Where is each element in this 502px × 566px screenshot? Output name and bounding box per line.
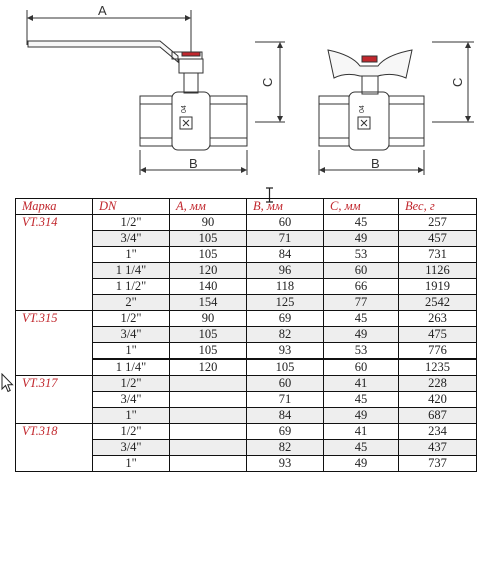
- b-cell: 71: [247, 231, 324, 247]
- c-cell: 45: [324, 311, 399, 327]
- a-cell: 120: [170, 359, 247, 376]
- weight-cell: 687: [399, 408, 477, 424]
- c-cell: 60: [324, 359, 399, 376]
- brand-cell: VT.315: [16, 311, 93, 376]
- dim-b-right-label: B: [371, 156, 380, 171]
- table-header-row: [16, 199, 477, 215]
- dn-cell: 1/2": [93, 311, 170, 327]
- c-cell: 49: [324, 456, 399, 472]
- dn-cell: 1/2": [93, 424, 170, 440]
- dn-cell: 1": [93, 343, 170, 360]
- dim-c-right-label: C: [450, 77, 465, 87]
- c-cell: 77: [324, 295, 399, 311]
- dim-a-label: A: [98, 3, 107, 18]
- c-cell: 60: [324, 263, 399, 279]
- table-row: [16, 424, 477, 440]
- dn-cell: 1": [93, 456, 170, 472]
- weight-cell: 731: [399, 247, 477, 263]
- b-cell: 125: [247, 295, 324, 311]
- butterfly-valve-drawing: [319, 42, 474, 175]
- table-row: [16, 311, 477, 327]
- c-cell: 66: [324, 279, 399, 295]
- c-cell: 41: [324, 376, 399, 392]
- dn-cell: 1": [93, 247, 170, 263]
- b-cell: 69: [247, 424, 324, 440]
- b-cell: 60: [247, 215, 324, 231]
- c-cell: 45: [324, 215, 399, 231]
- weight-cell: 228: [399, 376, 477, 392]
- a-cell: 105: [170, 247, 247, 263]
- c-cell: 45: [324, 392, 399, 408]
- header-c: С, мм: [324, 199, 399, 215]
- weight-cell: 1235: [399, 359, 477, 376]
- b-cell: 82: [247, 327, 324, 343]
- header-a: А, мм: [170, 199, 247, 215]
- a-cell: 105: [170, 343, 247, 360]
- b-cell: 60: [247, 376, 324, 392]
- dn-cell: 1 1/4": [93, 263, 170, 279]
- a-cell: 154: [170, 295, 247, 311]
- b-cell: 118: [247, 279, 324, 295]
- b-cell: 96: [247, 263, 324, 279]
- b-cell: 93: [247, 343, 324, 360]
- a-cell: 105: [170, 327, 247, 343]
- b-cell: 69: [247, 311, 324, 327]
- b-cell: 84: [247, 408, 324, 424]
- brand-cell: VT.314: [16, 215, 93, 311]
- dim-b-left-label: B: [189, 156, 198, 171]
- c-cell: 49: [324, 327, 399, 343]
- specification-table: [15, 198, 477, 472]
- a-cell: 140: [170, 279, 247, 295]
- brand-cell: VT.318: [16, 424, 93, 472]
- header-b: В, мм: [247, 199, 324, 215]
- dn-cell: 3/4": [93, 327, 170, 343]
- header-brand: Марка: [16, 199, 93, 215]
- c-cell: 53: [324, 247, 399, 263]
- dn-cell: 2": [93, 295, 170, 311]
- lever-valve-drawing: [27, 10, 285, 175]
- a-cell: [170, 408, 247, 424]
- dn-cell: 1 1/4": [93, 359, 170, 376]
- a-cell: [170, 376, 247, 392]
- weight-cell: 475: [399, 327, 477, 343]
- c-cell: 49: [324, 231, 399, 247]
- valve-technical-drawing: [0, 0, 502, 190]
- a-cell: 105: [170, 231, 247, 247]
- dn-cell: 1": [93, 408, 170, 424]
- brand-cell: VT.317: [16, 376, 93, 424]
- weight-cell: 234: [399, 424, 477, 440]
- header-weight: Вес, г: [399, 199, 477, 215]
- dim-c-left-label: C: [260, 77, 275, 87]
- header-dn: DN: [93, 199, 170, 215]
- a-cell: 90: [170, 311, 247, 327]
- a-cell: 90: [170, 215, 247, 231]
- mouse-pointer-icon: [1, 373, 14, 393]
- a-cell: [170, 424, 247, 440]
- weight-cell: 737: [399, 456, 477, 472]
- dn-cell: 3/4": [93, 392, 170, 408]
- c-cell: 45: [324, 440, 399, 456]
- a-cell: [170, 440, 247, 456]
- dn-cell: 1/2": [93, 215, 170, 231]
- body-mark-left: 04: [181, 105, 188, 113]
- weight-cell: 1126: [399, 263, 477, 279]
- weight-cell: 1919: [399, 279, 477, 295]
- c-cell: 53: [324, 343, 399, 360]
- dn-cell: 3/4": [93, 231, 170, 247]
- b-cell: 71: [247, 392, 324, 408]
- c-cell: 41: [324, 424, 399, 440]
- a-cell: [170, 456, 247, 472]
- weight-cell: 420: [399, 392, 477, 408]
- b-cell: 105: [247, 359, 324, 376]
- b-cell: 93: [247, 456, 324, 472]
- dn-cell: 3/4": [93, 440, 170, 456]
- weight-cell: 263: [399, 311, 477, 327]
- weight-cell: 437: [399, 440, 477, 456]
- weight-cell: 257: [399, 215, 477, 231]
- a-cell: 120: [170, 263, 247, 279]
- body-mark-right: 04: [359, 105, 366, 113]
- table-row: [16, 376, 477, 392]
- b-cell: 84: [247, 247, 324, 263]
- weight-cell: 2542: [399, 295, 477, 311]
- c-cell: 49: [324, 408, 399, 424]
- weight-cell: 457: [399, 231, 477, 247]
- dn-cell: 1 1/2": [93, 279, 170, 295]
- weight-cell: 776: [399, 343, 477, 360]
- a-cell: [170, 392, 247, 408]
- b-cell: 82: [247, 440, 324, 456]
- dn-cell: 1/2": [93, 376, 170, 392]
- table-row: [16, 215, 477, 231]
